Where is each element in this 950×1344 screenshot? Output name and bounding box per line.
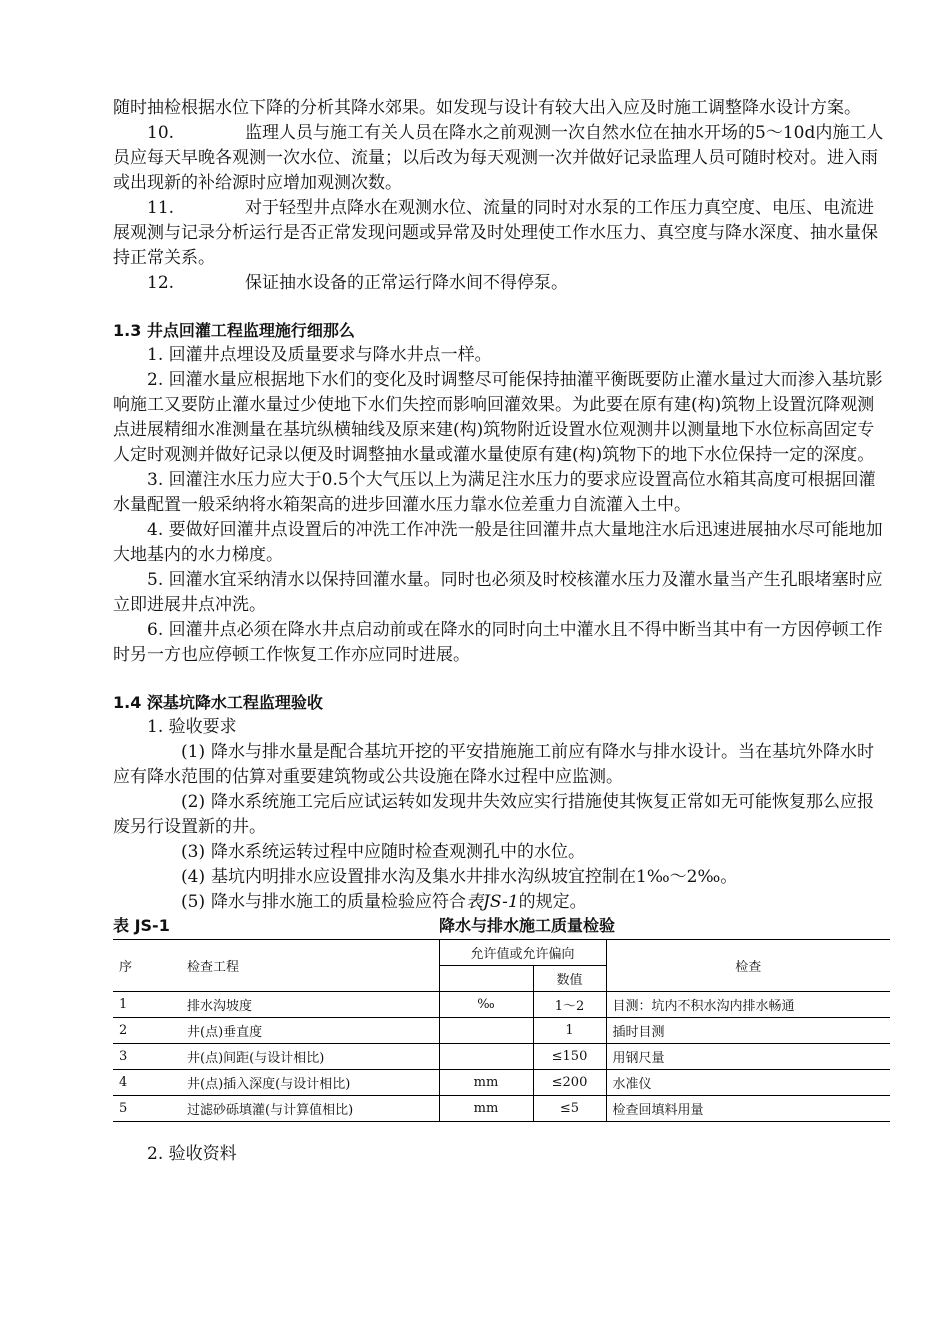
cell-seq: 4: [113, 1070, 181, 1096]
list-item: [113, 790, 888, 840]
list-item: 4. 要做好回灌井点设置后的冲洗工作冲洗一般是往回灌井点大量地注水后迅速进展抽水尽可能地加大地基内的水力梯度。: [113, 520, 883, 565]
item-text-end: 的规定。: [518, 892, 587, 912]
cell-seq: 2: [113, 1018, 181, 1044]
list-item: [113, 865, 888, 890]
cell-unit: mm: [439, 1070, 533, 1096]
quality-table: [113, 939, 890, 1122]
list-item: 1. 回灌井点埋设及质量要求与降水井点一样。: [147, 345, 492, 365]
table-row: [113, 1096, 890, 1122]
table-header-row: [113, 940, 890, 966]
cell-seq: 1: [113, 992, 181, 1018]
item-number: (4): [181, 867, 206, 887]
list-item: [113, 890, 888, 915]
list-item: [113, 840, 888, 865]
item-text: 降水系统运转过程中应随时检查观测孔中的水位。: [211, 842, 585, 862]
cell-item: 过滤砂砾填灌(与计算值相比): [181, 1096, 439, 1122]
item-text: 降水系统施工完后应试运转如发现井失效应实行措施使其恢复正常如无可能恢复那么应报废另行设置新的井。: [113, 792, 874, 837]
table-row: [113, 1044, 890, 1070]
cell-value: ≤150: [533, 1044, 606, 1070]
cell-unit: [439, 1044, 533, 1070]
sub-heading: 2. 验收资料: [147, 1144, 237, 1164]
list-item: 6. 回灌井点必须在降水井点启动前或在降水的同时向土中灌水且不得中断当其中有一方因停顿工作时另一方也应停顿工作恢复工作亦应同时进展。: [113, 620, 883, 665]
cell-unit: [439, 1018, 533, 1044]
cell-seq: 5: [113, 1096, 181, 1122]
cell-value: ≤200: [533, 1070, 606, 1096]
item-text: 降水与排水施工的质量检验应符合: [211, 892, 466, 912]
item-number: (5): [181, 892, 206, 912]
section-heading-1-4: 1.4 深基坑降水工程监理验收: [113, 693, 323, 712]
cell-seq: 3: [113, 1044, 181, 1070]
header-unit: [439, 966, 533, 992]
section-heading-1-3: 1.3 井点回灌工程监理施行细那么: [113, 321, 355, 340]
header-value: 数值: [533, 966, 606, 992]
item-number: (3): [181, 842, 206, 862]
table-row: [113, 992, 890, 1018]
cell-item: 井(点)插入深度(与设计相比): [181, 1070, 439, 1096]
cell-item: 井(点)垂直度: [181, 1018, 439, 1044]
paragraph-11: [113, 196, 888, 271]
item-number: (2): [181, 792, 206, 812]
item-number: 10.: [147, 123, 175, 143]
item-text: 对于轻型井点降水在观测水位、流量的同时对水泵的工作压力真空度、电压、电流进展观测与记录分析运行是否正常发现问题或异常及时处理使工作水压力、真空度与降水深度、抽水量保持正常关系。: [113, 198, 878, 268]
header-allow: 允许值或允许偏向: [439, 940, 606, 966]
list-item: 5. 回灌水宜采纳清水以保持回灌水量。同时也必须及时校核灌水压力及灌水量当产生孔眼堵塞时应立即进展井点冲洗。: [113, 570, 883, 615]
item-text: 降水与排水量是配合基坑开挖的平安措施施工前应有降水与排水设计。当在基坑外降水时应有降水范围的估算对重要建筑物或公共设施在降水过程中应监测。: [113, 742, 874, 787]
table-row: [113, 1070, 890, 1096]
list-item: [113, 740, 888, 790]
cell-value: 1: [533, 1018, 606, 1044]
cell-value: 1～2: [533, 992, 606, 1018]
item-text: 监理人员与施工有关人员在降水之前观测一次自然水位在抽水开场的5～10d内施工人员应每天早晚各观测一次水位、流量；以后改为每天观测一次并做好记录监理人员可随时校对。进入雨或出现新的补给源时应增加观测次数。: [113, 123, 884, 193]
cell-check: 目测：坑内不积水沟内排水畅通: [606, 992, 890, 1018]
table-row: [113, 1018, 890, 1044]
item-number: 11.: [147, 198, 175, 218]
cell-check: 用钢尺量: [606, 1044, 890, 1070]
item-number: (1): [181, 742, 206, 762]
sub-heading: 1. 验收要求: [147, 717, 237, 737]
cell-check: 水准仪: [606, 1070, 890, 1096]
paragraph-12: [113, 271, 888, 296]
item-text: 保证抽水设备的正常运行降水间不得停泵。: [245, 273, 568, 293]
table-title: 降水与排水施工质量检验: [439, 916, 616, 935]
cell-check: 插时目测: [606, 1018, 890, 1044]
header-check: 检查: [606, 940, 890, 992]
table-label: 表 JS-1: [113, 916, 170, 935]
list-item: 2. 回灌水量应根据地下水们的变化及时调整尽可能保持抽灌平衡既要防止灌水量过大而渗入基坑影响施工又要防止灌水量过少使地下水们失控而影响回灌效果。为此要在原有建(构)筑物上设置沉降观测点进展精细水准测量在基坑纵横轴线及原来建(构)筑物附近设置水位观测井以测量地下水位标高固定专人定时观测并做好记录以便及时调整抽水量或灌水量使原有建(构)筑物下的地下水位保持一定的深度。: [113, 370, 883, 465]
cell-check: 检查回填料用量: [606, 1096, 890, 1122]
table-caption: [113, 915, 888, 937]
header-seq: 序: [113, 940, 181, 992]
cell-value: ≤5: [533, 1096, 606, 1122]
paragraph-10: [113, 121, 888, 196]
item-text: 基坑内明排水应设置排水沟及集水井排水沟纵坡宜控制在1‰～2‰。: [211, 867, 738, 887]
cell-unit: mm: [439, 1096, 533, 1122]
paragraph: 随时抽检根据水位下降的分析其降水郊果。如发现与设计有较大出入应及时施工调整降水设计方案。: [113, 98, 861, 118]
table-reference: 表JS-1: [466, 892, 519, 912]
item-number: 12.: [147, 273, 175, 293]
header-item: 检查工程: [181, 940, 439, 992]
cell-item: 排水沟坡度: [181, 992, 439, 1018]
document-page: [113, 96, 888, 1167]
list-item: 3. 回灌注水压力应大于0.5个大气压以上为满足注水压力的要求应设置高位水箱其高度可根据回灌水量配置一般采纳将水箱架高的进步回灌水压力靠水位差重力自流灌入土中。: [113, 470, 876, 515]
cell-item: 井(点)间距(与设计相比): [181, 1044, 439, 1070]
cell-unit: ‰: [439, 992, 533, 1018]
